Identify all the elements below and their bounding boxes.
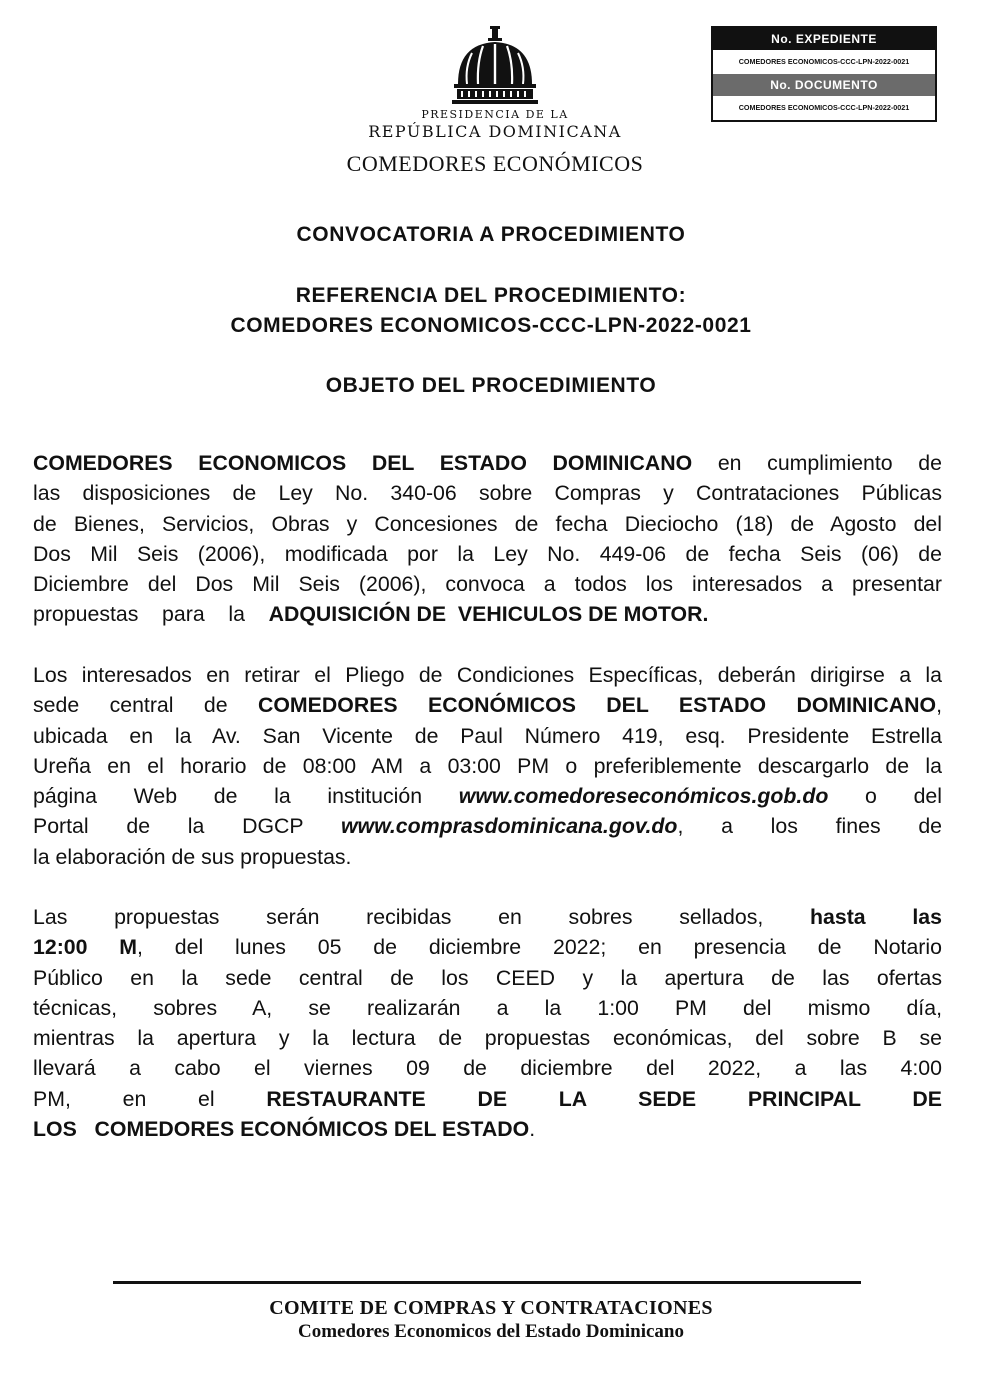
p1-line-1 <box>33 448 942 478</box>
p2-line6-start: Portal de la DGCP <box>33 814 304 839</box>
p2-line-6 <box>33 811 942 841</box>
p1-line6-start: propuestas para la <box>33 602 245 627</box>
p3-line-7 <box>33 1084 942 1114</box>
p1-line-3: de Bienes, Servicios, Obras y Concesiones de fecha Dieciocho (18) de Agosto del <box>33 511 942 536</box>
p3-line-4: técnicas, sobres A, se realizarán a la 1:00 PM del mismo día, <box>33 995 942 1020</box>
p3-comedores-bold: LOS COMEDORES ECONÓMICOS DEL ESTADO <box>33 1117 530 1142</box>
p2-line-2 <box>33 690 942 720</box>
p2-line5-end: o del <box>865 784 942 809</box>
p1-line1-rest: en cumplimiento de <box>717 451 942 475</box>
institution-web-link[interactable]: www.comedoreseconómicos.gob.do <box>458 784 829 809</box>
p1-line-2: las disposiciones de Ley No. 340-06 sobre Compras y Contrataciones Públicas <box>33 481 942 506</box>
p3-line8-end: . <box>529 1117 536 1142</box>
documento-value: COMEDORES ECONOMICOS-CCC-LPN-2022-0021 <box>713 96 935 120</box>
expediente-label: No. EXPEDIENTE <box>713 28 935 50</box>
p3-restaurant-bold: RESTAURANTE DE LA SEDE PRINCIPAL DE <box>266 1086 942 1111</box>
p2-org-bold: COMEDORES ECONÓMICOS DEL ESTADO DOMINICANO <box>257 693 937 718</box>
reference-value: COMEDORES ECONOMICOS-CCC-LPN-2022-0021 <box>230 314 752 337</box>
p3-line-6: llevará a cabo el viernes 09 de diciembre del 2022, a las 4:00 <box>33 1056 942 1081</box>
expediente-box <box>711 26 937 122</box>
p2-line-1: Los interesados en retirar el Pliego de Condiciones Específicas, deberán dirigirse a la <box>33 663 942 687</box>
p2-line2-start: sede central de <box>33 693 228 718</box>
p3-line1-start: Las propuestas serán recibidas en sobres sellados, <box>33 905 764 929</box>
organization-name: COMEDORES ECONÓMICOS <box>346 151 644 176</box>
republica-text: REPÚBLICA DOMINICANA <box>368 122 622 141</box>
p1-line-6 <box>33 599 942 629</box>
p2-line2-end: , <box>936 693 942 718</box>
p1-object-bold: ADQUISICIÓN DE VEHICULOS DE MOTOR. <box>268 602 709 627</box>
p2-line6-end: , a los fines de <box>677 814 943 839</box>
p2-line-7: la elaboración de sus propuestas. <box>33 844 352 869</box>
footer-organization: Comedores Economicos del Estado Dominicano <box>298 1321 684 1342</box>
dome-logo-icon <box>450 22 540 106</box>
dgcp-portal-link[interactable]: www.comprasdominicana.gov.do <box>340 814 678 839</box>
p2-line-5 <box>33 781 942 811</box>
footer-committee: COMITE DE COMPRAS Y CONTRATACIONES <box>269 1297 713 1319</box>
p3-line2-rest: , del lunes 05 de diciembre 2022; en presencia de Notario <box>137 935 942 960</box>
p3-line7-start: PM, en el <box>33 1086 215 1111</box>
reference-label: REFERENCIA DEL PROCEDIMIENTO: <box>295 284 687 307</box>
objeto-heading: OBJETO DEL PROCEDIMIENTO <box>325 374 657 397</box>
p1-line-5: Diciembre del Dos Mil Seis (2006), convoca a todos los interesados a presentar <box>33 572 942 597</box>
paragraph-pliego <box>33 660 942 872</box>
header-logo <box>330 22 660 177</box>
p3-line-2 <box>33 932 942 962</box>
p3-line-1 <box>33 902 942 932</box>
p2-line-4: Ureña en el horario de 08:00 AM a 03:00 PM o preferiblemente descargarlo de la <box>33 753 942 778</box>
p3-line-3: Público en la sede central de los CEED y la apertura de las ofertas <box>33 965 942 990</box>
documento-label: No. DOCUMENTO <box>713 74 935 96</box>
paragraph-propuestas <box>33 902 942 1144</box>
p1-line-4: Dos Mil Seis (2006), modificada por la Ley No. 449-06 de fecha Seis (06) de <box>33 541 942 566</box>
page-title: CONVOCATORIA A PROCEDIMIENTO <box>296 223 686 246</box>
p3-line-8 <box>33 1114 942 1144</box>
p2-line5-start: página Web de la institución <box>33 784 423 809</box>
presidencia-text: PRESIDENCIA DE LA <box>421 108 569 121</box>
p3-time-bold: 12:00 M <box>33 935 138 960</box>
expediente-value: COMEDORES ECONOMICOS-CCC-LPN-2022-0021 <box>713 50 935 74</box>
paragraph-convocatoria <box>33 448 942 630</box>
p2-line-3: ubicada en la Av. San Vicente de Paul Número 419, esq. Presidente Estrella <box>33 723 942 748</box>
p1-org-bold: COMEDORES ECONOMICOS DEL ESTADO DOMINICANO <box>33 451 693 475</box>
p3-hasta-bold: hasta las <box>810 905 942 929</box>
p3-line-5: mientras la apertura y la lectura de propuestas económicas, del sobre B se <box>33 1026 942 1051</box>
footer-divider <box>113 1281 861 1284</box>
